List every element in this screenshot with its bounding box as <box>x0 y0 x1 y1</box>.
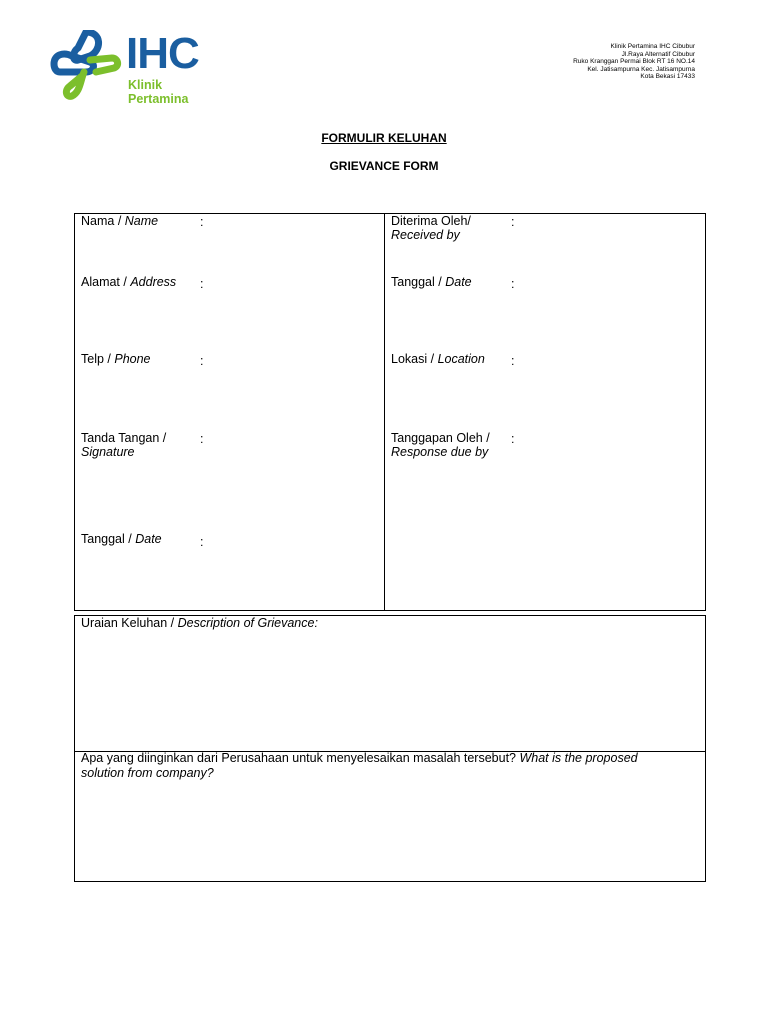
response-by-label: Tanggapan Oleh / Response due by <box>391 431 490 459</box>
name-label: Nama / Name <box>81 214 159 228</box>
logo-subtitle: Klinik Pertamina <box>128 78 189 106</box>
phone-label: Telp / Phone <box>81 352 151 366</box>
logo-brand-text: IHC <box>126 29 199 78</box>
form-title: FORMULIR KELUHAN <box>321 131 447 145</box>
description-label[interactable]: Uraian Keluhan / Description of Grievance: <box>81 616 318 630</box>
signature-label: Tanda Tangan / Signature <box>81 431 167 459</box>
date-label: Tanggal / Date <box>81 532 162 546</box>
phone-field[interactable]: : <box>200 354 204 368</box>
clinic-logo <box>50 30 220 110</box>
info-table-divider <box>384 213 385 611</box>
received-date-field[interactable]: : <box>511 277 515 291</box>
grievance-table <box>74 615 706 882</box>
proposed-solution-label[interactable]: Apa yang diinginkan dari Perusahaan untuk menyelesaikan masalah tersebut? What is the proposed solution from company? <box>81 751 638 780</box>
clinic-address: Klinik Pertamina IHC Cibubur Jl.Raya Alternatif Cibubur Ruko Kranggan Permai Blok RT 16 NO.14 Kel. Jatisampurna Kec. Jatisampurna Kota Bekasi 17433 <box>573 43 695 81</box>
signature-field[interactable]: : <box>200 432 204 446</box>
cross-leaf-icon <box>50 30 122 102</box>
info-table <box>74 213 706 611</box>
received-by-field[interactable]: : <box>511 215 515 229</box>
received-date-label: Tanggal / Date <box>391 275 472 289</box>
address-field[interactable]: : <box>200 277 204 291</box>
location-label: Lokasi / Location <box>391 352 485 366</box>
location-field[interactable]: : <box>511 354 515 368</box>
date-field[interactable]: : <box>200 535 204 549</box>
response-by-field[interactable]: : <box>511 432 515 446</box>
name-field[interactable]: : <box>200 215 204 229</box>
form-subtitle: GRIEVANCE FORM <box>329 159 439 173</box>
address-label: Alamat / Address <box>81 275 177 289</box>
received-by-label: Diterima Oleh/ Received by <box>391 214 471 242</box>
